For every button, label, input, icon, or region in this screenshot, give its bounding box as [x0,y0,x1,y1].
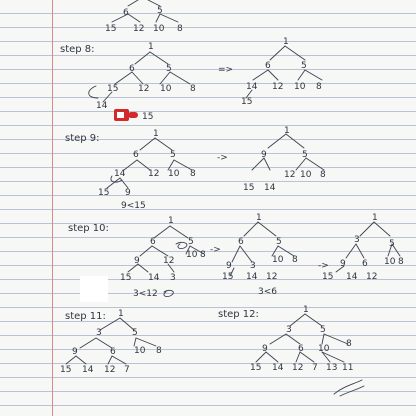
tree-node: 6 [298,344,304,354]
arrow: -> [217,153,228,163]
tree-node: 10 [168,169,180,179]
tree-node: 1 [303,305,309,315]
tree-node: 12 [104,365,116,375]
tree-node: 3 [250,261,256,271]
tree-node: 7 [312,363,318,373]
tree-node: 1 [283,37,289,47]
arrow: => [218,65,234,75]
tree-node: 8 [200,250,206,260]
tree-node: 15 [107,84,119,94]
tree-node: 8 [190,84,196,94]
tree-node: 6 [238,237,244,247]
tree-node: 8 [320,170,326,180]
tree-node: 10 [272,255,284,265]
tree-node: 5 [170,150,176,160]
tree-node: 6 [150,237,156,247]
tree-node: 15 [322,272,334,282]
tree-node: 5 [301,61,307,71]
tree-node: 1 [256,213,262,223]
tree-node: 10 [318,344,330,354]
tree-node: 9 [134,256,140,266]
tree-node: 6 [133,150,139,160]
tree-node: 9 [262,344,268,354]
tree-node: 8 [177,24,183,34]
tree-node: 15 [105,24,117,34]
tree-node: 1 [168,216,174,226]
tree-node: 8 [292,255,298,265]
tree-node: 5 [132,328,138,338]
tree-node: 3 [286,325,292,335]
tree-node: 3 [354,235,360,245]
tree-node: 9 [125,188,131,198]
tree-node: 10 [153,24,165,34]
tree-node: 15 [142,112,154,122]
tree-node: 1 [148,42,154,52]
tree-node: 9 [261,150,267,160]
tree-node: 6 [129,64,135,74]
tree-node: 10 [160,84,172,94]
tree-node: 13 [326,363,338,373]
step-11 [60,309,162,375]
tree-node: 5 [188,237,194,247]
arrow: -> [210,245,221,255]
tree-node: 15 [98,188,110,198]
tree-node: 8 [398,257,404,267]
tree-node: 6 [362,259,368,269]
tree-node: 9 [72,347,78,357]
step-8 [60,37,322,122]
tree-node: 6 [265,61,271,71]
tree-node: 9 [226,261,232,271]
tree-node: 10 [294,82,306,92]
step-label: step 12: [218,309,259,320]
tree-node: 1 [372,213,378,223]
tree-node: 14 [264,183,276,193]
note: 9<15 [121,201,146,211]
tree-node: 15 [222,272,234,282]
tree-node: 6 [110,347,116,357]
tree-node: 12 [272,82,284,92]
tree-node: 8 [346,339,352,349]
tree-node: 12 [133,24,145,34]
tree-node: 15 [243,183,255,193]
step-9 [65,126,326,211]
tree-node: 8 [156,346,162,356]
tree-node: 11 [342,363,354,373]
tree-node: 12 [163,256,175,266]
tree-node: 5 [276,237,282,247]
step-10 [68,213,404,299]
tree-node: 10 [384,257,396,267]
note: 3<6 [258,287,277,297]
tree-node: 5 [389,239,395,249]
tree-node: 5 [320,325,326,335]
tree-node: 6 [123,8,129,18]
tree-node: 12 [366,272,378,282]
tree-node: 14 [96,101,108,111]
tree-node: 12 [138,84,150,94]
tree-node: 10 [186,250,198,260]
tree-node: 15 [60,365,72,375]
note: 3<12 [133,289,158,299]
tree-node: 15 [120,273,132,283]
tree-node: 7 [124,365,130,375]
blank-square [80,276,108,302]
tree-node: 14 [148,273,160,283]
step-12 [218,305,353,373]
tree-node: 14 [82,365,94,375]
tree-node: 12 [148,169,160,179]
tree-node: 10 [300,170,312,180]
tree-node: 5 [302,150,308,160]
step-label: step 9: [65,133,100,144]
step-label: step 10: [68,223,109,234]
tree-node: 14 [114,169,126,179]
tree-node: 3 [170,273,176,283]
tree-node: 14 [272,363,284,373]
tree-node: 8 [316,82,322,92]
tree-node: 5 [166,64,172,74]
tree-node: 12 [266,272,278,282]
tree-node: 15 [250,363,262,373]
tree-node: 9 [340,259,346,269]
tree-node: 5 [157,6,163,16]
signature-mark [334,380,364,396]
tree-node: 10 [134,346,146,356]
tree-node: 8 [190,169,196,179]
tree-node: 15 [241,97,253,107]
tree-node: 1 [284,126,290,136]
tree-node: 14 [246,82,258,92]
arrow: -> [318,261,329,271]
tree-node: 14 [246,272,258,282]
top-partial-tree [105,0,183,34]
step-label: step 11: [65,311,106,322]
tree-node: 3 [96,328,102,338]
tree-node: 14 [346,272,358,282]
pencil-icon [113,108,139,122]
tree-node: 12 [292,363,304,373]
tree-node: 1 [153,129,159,139]
tree-node: 1 [118,309,124,319]
tree-node: 12 [284,170,296,180]
step-label: step 8: [60,44,95,55]
